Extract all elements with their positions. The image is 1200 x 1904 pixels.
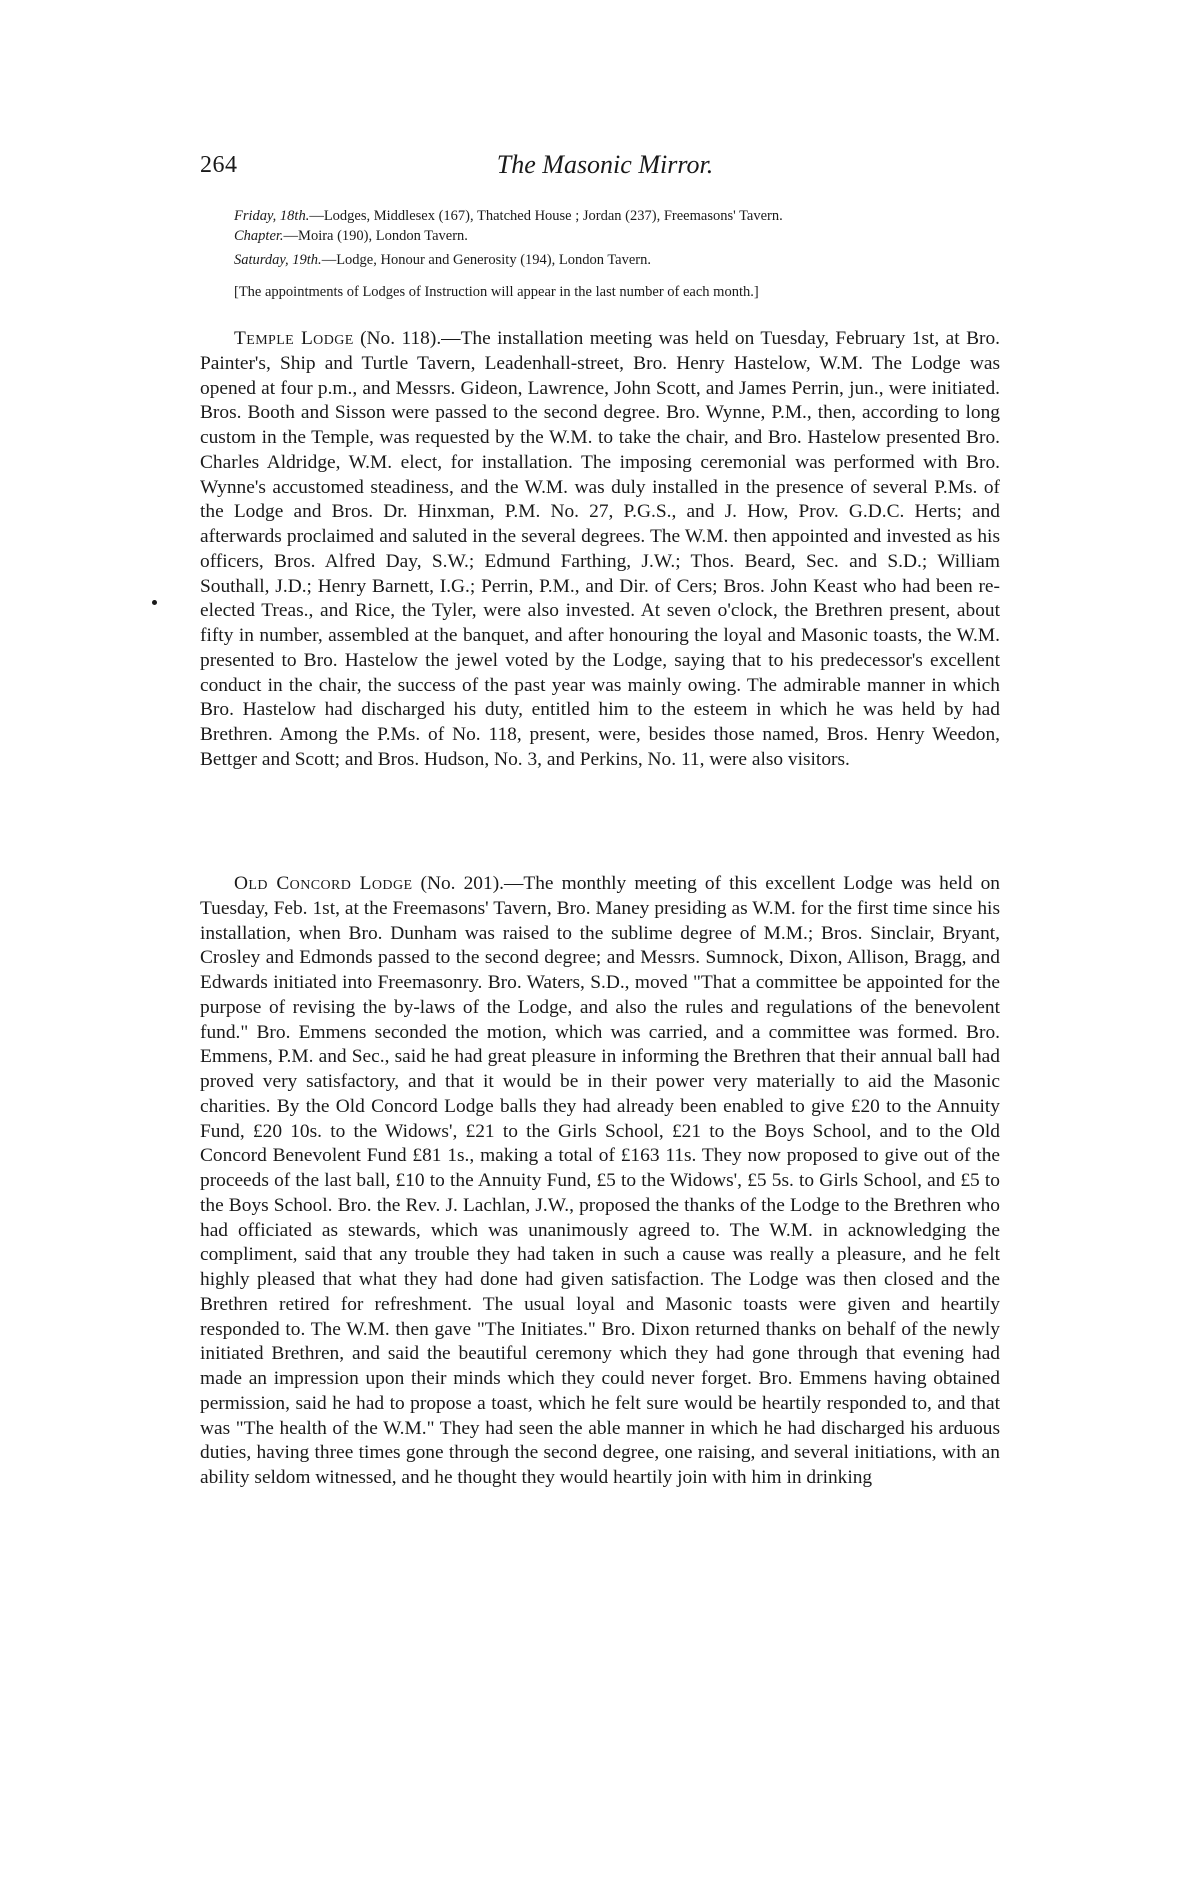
schedule-entry-saturday xyxy=(200,250,1000,270)
lodge-title: Old Concord Lodge xyxy=(234,873,413,894)
schedule-entry-chapter xyxy=(200,226,1000,246)
page-number: 264 xyxy=(200,152,238,178)
running-head xyxy=(200,150,1000,184)
article-paragraph xyxy=(200,327,1000,773)
article-body: (No. 201).—The monthly meeting of this excellent Lodge was held on Tuesday, Feb. 1st, at the Freemasons' Tavern, Bro. Maney presiding as W.M. for the first time since his installation, when Bro. Dunham was raised to the sublime degree of M.M.; Bros. Sinclair, Bryant, Crosley and Edmonds passed to the second degree; and Messrs. Sumnock, Dixon, Allison, Bragg, and Edwards initiated into Freemasonry. Bro. Waters, S.D., moved "That a committee be appointed for the purpose of revising the by-laws of the Lodge, and also the rules and regulations of the benevolent fund." Bro. Emmens seconded the motion, which was carried, and a committee was formed. Bro. Emmens, P.M. and Sec., said he had great pleasure in informing the Brethren that their annual ball had proved very satisfactory, and that it would be in their power very materially to aid the Masonic charities. By the Old Concord Lodge balls they had already been enabled to give £20 to the Annuity Fund, £20 10s. to the Widows', £21 to the Girls School, £21 to the Boys School, and to the Old Concord Benevolent Fund £81 1s., making a total of £163 11s. They now proposed to give out of the proceeds of the last ball, £10 to the Annuity Fund, £5 to the Widows', £5 5s. to Girls School, and £5 to the Boys School. Bro. the Rev. J. Lachlan, J.W., proposed the thanks of the Lodge to the Brethren who had officiated as stewards, which was unanimously agreed to. The W.M. in acknowledging the compliment, said that any trouble they had taken in such a cause was really a pleasure, and he felt highly pleased that what they had done had given satisfaction. The Lodge was then closed and the Brethren retired for refreshment. The usual loyal and Masonic toasts were given and heartily responded to. The W.M. then gave "The Initiates." Bro. Dixon returned thanks on behalf of the newly initiated Brethren, and said the beautiful ceremony which they had gone through that evening had made an impression upon their minds which they could never forget. Bro. Emmens having obtained permission, said he had to propose a toast, which he felt sure would be heartily responded to, and that was "The health of the W.M." They had seen the able manner in which he had discharged his arduous duties, having three times gone through the second degree, one raising, and several initiations, with an ability seldom witnessed, and he thought they would heartily join with him in drinking xyxy=(200,873,1000,1488)
schedule-text: —Lodge, Honour and Generosity (194), London Tavern. xyxy=(321,252,652,268)
article-body: (No. 118).—The installation meeting was held on Tuesday, February 1st, at Bro. Painter's, Ship and Turtle Tavern, Leadenhall-street, Bro. Henry Hastelow, W.M. The Lodge was opened at four p.m., and Messrs. Gideon, Lawrence, John Scott, and James Perrin, jun., were initiated. Bros. Booth and Sisson were passed to the second degree. Bro. Wynne, P.M., then, according to long custom in the Temple, was requested by the W.M. to take the chair, and Bro. Hastelow presented Bro. Charles Aldridge, W.M. elect, for installation. The imposing ceremonial was performed with Bro. Wynne's accustomed steadiness, and the W.M. was duly installed in the presence of several P.Ms. of the Lodge and Bros. Dr. Hinxman, P.M. No. 27, P.G.S., and J. How, Prov. G.D.C. Herts; and afterwards proclaimed and saluted in the several degrees. The W.M. then appointed and invested as his officers, Bros. Alfred Day, S.W.; Edmund Farthing, J.W.; Thos. Beard, Sec. and S.D.; William Southall, J.D.; Henry Barnett, I.G.; Perrin, P.M., and Dir. of Cers; Bros. John Keast who had been re-elected Treas., and Rice, the Tyler, were also invested. At seven o'clock, the Brethren present, about fifty in number, assembled at the banquet, and after honouring the loyal and Masonic toasts, the W.M. presented to Bro. Hastelow the jewel voted by the Lodge, saying that to his predecessor's excellent conduct in the chair, the success of the past year was mainly owing. The admirable manner in which Bro. Hastelow had discharged his duty, entitled him to the esteem in which he was held by had Brethren. Among the P.Ms. of No. 118, present, were, besides those named, Bros. Henry Weedon, Bettger and Scott; and Bros. Hudson, No. 3, and Perkins, No. 11, were also visitors. xyxy=(200,328,1000,770)
schedule-day: Friday, 18th. xyxy=(234,208,310,224)
schedule-day: Saturday, 19th. xyxy=(234,252,322,268)
margin-mark xyxy=(152,600,157,605)
schedule-text: —Lodges, Middlesex (167), Thatched House ; Jordan (237), Freemasons' Tavern. xyxy=(309,208,783,224)
journal-title: The Masonic Mirror. xyxy=(496,150,714,179)
article-paragraph xyxy=(200,872,1000,1491)
schedule-note: [The appointments of Lodges of Instruction will appear in the last number of each month.] xyxy=(234,284,759,300)
article-temple-lodge xyxy=(200,327,1000,773)
lodge-meetings-schedule xyxy=(200,206,1000,302)
lodge-title: Temple Lodge xyxy=(234,328,354,349)
article-old-concord-lodge xyxy=(200,872,1000,1491)
schedule-day: Chapter. xyxy=(234,228,284,244)
schedule-text: —Moira (190), London Tavern. xyxy=(283,228,468,244)
schedule-entry-friday xyxy=(200,206,1000,226)
